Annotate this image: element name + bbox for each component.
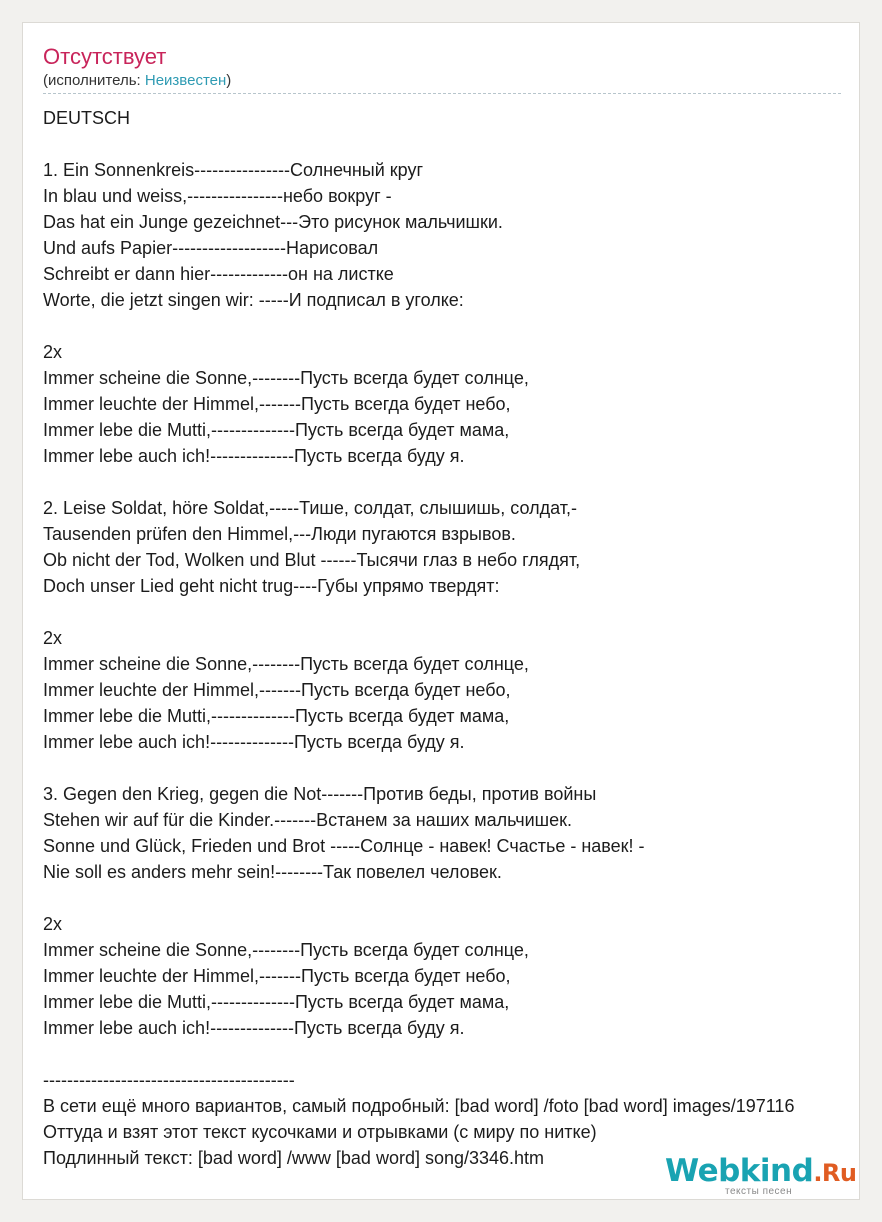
lyric-line: Schreibt er dann hier-------------он на листке xyxy=(43,264,394,284)
lyric-line: Immer lebe auch ich!--------------Пусть всегда буду я. xyxy=(43,446,465,466)
logo-tld: .Ru xyxy=(813,1159,857,1187)
lyric-line: Nie soll es anders mehr sein!--------Так повелел человек. xyxy=(43,862,502,882)
lyric-line: 2x xyxy=(43,342,63,362)
lyric-line: Worte, die jetzt singen wir: -----И подписал в уголке: xyxy=(43,290,464,310)
lyric-line: Immer leuchte der Himmel,-------Пусть всегда будет небо, xyxy=(43,394,511,414)
lyric-line: Tausenden prüfen den Himmel,---Люди пугаются взрывов. xyxy=(43,524,516,544)
lyric-line: Immer scheine die Sonne,--------Пусть всегда будет солнце, xyxy=(43,940,529,960)
logo-name: Webkind xyxy=(665,1153,814,1189)
note-line: Оттуда и взят этот текст кусочками и отрывками (с миру по нитке) xyxy=(43,1122,597,1142)
lyric-line: Und aufs Papier-------------------Нарисовал xyxy=(43,238,379,258)
lyric-line: Immer leuchte der Himmel,-------Пусть всегда будет небо, xyxy=(43,680,511,700)
lyric-line: Ob nicht der Tod, Wolken und Blut ------Тысячи глаз в небо глядят, xyxy=(43,550,581,570)
lyric-line xyxy=(43,469,860,495)
lyric-line: 2. Leise Soldat, höre Soldat,-----Тише, солдат, слышишь, солдат,- xyxy=(43,498,577,518)
song-header xyxy=(43,43,841,91)
artist-prefix: (исполнитель: xyxy=(43,72,145,89)
lyric-line: Immer lebe auch ich!--------------Пусть всегда буду я. xyxy=(43,1018,465,1038)
lyric-line: Immer lebe die Mutti,--------------Пусть всегда будет мама, xyxy=(43,992,510,1012)
logo-tagline: тексты песен xyxy=(725,1186,793,1197)
lyric-line: Sonne und Glück, Frieden und Brot -----Солнце - навек! Счастье - навек! - xyxy=(43,836,645,856)
lyric-line: DEUTSCH xyxy=(43,108,131,128)
note-line: Подлинный текст: [bad word] /www [bad word] song/3346.htm xyxy=(43,1148,545,1168)
lyric-line: Immer lebe die Mutti,--------------Пусть всегда будет мама, xyxy=(43,706,510,726)
lyric-line: Immer scheine die Sonne,--------Пусть всегда будет солнце, xyxy=(43,654,529,674)
lyric-line: Doch unser Lied geht nicht trug----Губы упрямо твердят: xyxy=(43,576,500,596)
lyric-line: Immer lebe auch ich!--------------Пусть всегда буду я. xyxy=(43,732,465,752)
lyric-line: 2x xyxy=(43,628,63,648)
lyrics-card xyxy=(22,22,860,1200)
lyric-line: Immer scheine die Sonne,--------Пусть всегда будет солнце, xyxy=(43,368,529,388)
lyric-line xyxy=(43,755,860,781)
artist-suffix: ) xyxy=(226,72,232,89)
lyric-line xyxy=(43,131,860,157)
artist-line xyxy=(43,71,841,91)
lyric-line: Stehen wir auf für die Kinder.-------Встанем за наших мальчишек. xyxy=(43,810,573,830)
lyric-line: 1. Ein Sonnenkreis----------------Солнечный круг xyxy=(43,160,424,180)
lyric-line: Immer lebe die Mutti,--------------Пусть всегда будет мама, xyxy=(43,420,510,440)
lyric-line xyxy=(43,599,860,625)
lyric-line: 3. Gegen den Krieg, gegen die Not-------Против беды, против войны xyxy=(43,784,597,804)
song-title: Отсутствует xyxy=(43,44,167,69)
artist-link[interactable]: Неизвестен xyxy=(144,72,227,89)
lyric-line xyxy=(43,885,860,911)
lyric-line xyxy=(43,313,860,339)
header-divider xyxy=(43,93,841,94)
lyric-line: 2x xyxy=(43,914,63,934)
note-line: В сети ещё много вариантов, самый подробный: [bad word] /foto [bad word] images/197116 xyxy=(43,1096,795,1116)
lyric-line: Immer leuchte der Himmel,-------Пусть всегда будет небо, xyxy=(43,966,511,986)
lyric-line: In blau und weiss,----------------небо вокруг - xyxy=(43,186,392,206)
lyric-line: Das hat ein Junge gezeichnet---Это рисунок мальчишки. xyxy=(43,212,503,232)
site-logo[interactable] xyxy=(665,1153,860,1200)
note-line: ------------------------------------------ xyxy=(43,1070,295,1090)
lyrics-text xyxy=(43,105,860,1041)
